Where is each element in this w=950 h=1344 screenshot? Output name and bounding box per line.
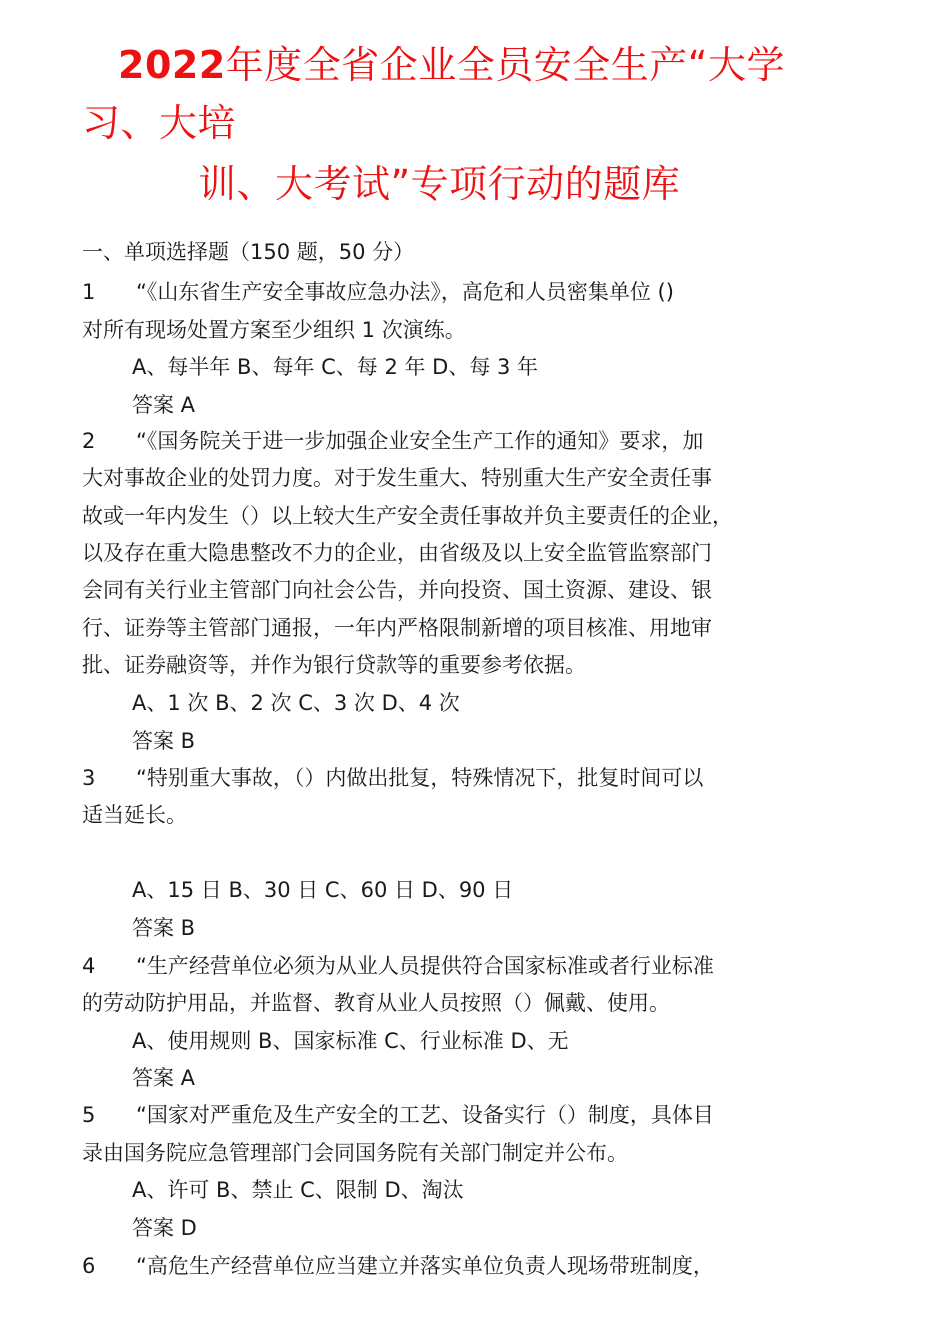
question-number: 5 bbox=[82, 1103, 96, 1127]
question-1-answer: 答案 A bbox=[132, 393, 196, 417]
question-2-line-5: 会同有关行业主管部门向社会公告，并向投资、国土资源、建设、银 bbox=[82, 578, 712, 602]
title-year: 2022 bbox=[118, 43, 226, 87]
question-2-line-6: 行、证券等主管部门通报，一年内严格限制新增的项目核准、用地审 bbox=[82, 616, 712, 640]
question-6-line-1 bbox=[82, 1251, 714, 1281]
question-number: 4 bbox=[82, 954, 96, 978]
question-5-answer: 答案 D bbox=[132, 1216, 197, 1240]
question-text: “生产经营单位必须为从业人员提供符合国家标准或者行业标准 bbox=[136, 954, 714, 978]
question-4-options: A、使用规则 B、国家标准 C、行业标准 D、无 bbox=[132, 1029, 569, 1053]
question-number: 3 bbox=[82, 766, 96, 790]
question-2-line-2: 大对事故企业的处罚力度。对于发生重大、特别重大生产安全责任事 bbox=[82, 466, 712, 490]
question-number: 2 bbox=[82, 429, 96, 453]
document-title-line-3: 训、大考试”专项行动的题库 bbox=[198, 162, 681, 206]
question-4-line-2: 的劳动防护用品，并监督、教育从业人员按照（）佩戴、使用。 bbox=[82, 991, 670, 1015]
question-text: “国家对严重危及生产安全的工艺、设备实行（）制度，具体目 bbox=[136, 1103, 714, 1127]
question-3-line-2: 适当延长。 bbox=[82, 803, 187, 827]
question-number: 1 bbox=[82, 280, 96, 304]
question-2-line-1 bbox=[82, 426, 703, 456]
question-1-line-1 bbox=[82, 277, 674, 307]
question-number: 6 bbox=[82, 1254, 96, 1278]
question-3-line-1 bbox=[82, 763, 703, 793]
question-5-options: A、许可 B、禁止 C、限制 D、淘汰 bbox=[132, 1178, 464, 1202]
document-title-line-2: 习、大培 bbox=[82, 101, 237, 145]
question-4-line-1 bbox=[82, 951, 714, 981]
question-4-answer: 答案 A bbox=[132, 1066, 196, 1090]
question-2-line-7: 批、证券融资等，并作为银行贷款等的重要参考依据。 bbox=[82, 653, 586, 677]
title-line-1-text: 年度全省企业全员安全生产“大学 bbox=[225, 43, 785, 87]
question-1-options: A、每半年 B、每年 C、每 2 年 D、每 3 年 bbox=[132, 355, 539, 379]
question-2-answer: 答案 B bbox=[132, 729, 196, 753]
question-5-line-1 bbox=[82, 1100, 714, 1130]
question-text: “特别重大事故，（）内做出批复，特殊情况下，批复时间可以 bbox=[136, 766, 704, 790]
question-text: “《山东省生产安全事故应急办法》，高危和人员密集单位 () bbox=[136, 280, 674, 304]
question-2-line-4: 以及存在重大隐患整改不力的企业，由省级及以上安全监管监察部门 bbox=[82, 541, 712, 565]
question-text: “《国务院关于进一步加强企业安全生产工作的通知》要求，加 bbox=[136, 429, 704, 453]
question-text: “高危生产经营单位应当建立并落实单位负责人现场带班制度， bbox=[136, 1254, 714, 1278]
question-1-line-2: 对所有现场处置方案至少组织 1 次演练。 bbox=[82, 318, 466, 342]
question-3-options: A、15 日 B、30 日 C、60 日 D、90 日 bbox=[132, 878, 514, 902]
question-5-line-2: 录由国务院应急管理部门会同国务院有关部门制定并公布。 bbox=[82, 1141, 628, 1165]
section-header: 一、单项选择题（150 题，50 分） bbox=[82, 240, 415, 264]
question-2-options: A、1 次 B、2 次 C、3 次 D、4 次 bbox=[132, 691, 460, 715]
document-title-line-1 bbox=[118, 36, 918, 94]
question-3-answer: 答案 B bbox=[132, 916, 196, 940]
question-2-line-3: 故或一年内发生（）以上较大生产安全责任事故并负主要责任的企业， bbox=[82, 504, 733, 528]
